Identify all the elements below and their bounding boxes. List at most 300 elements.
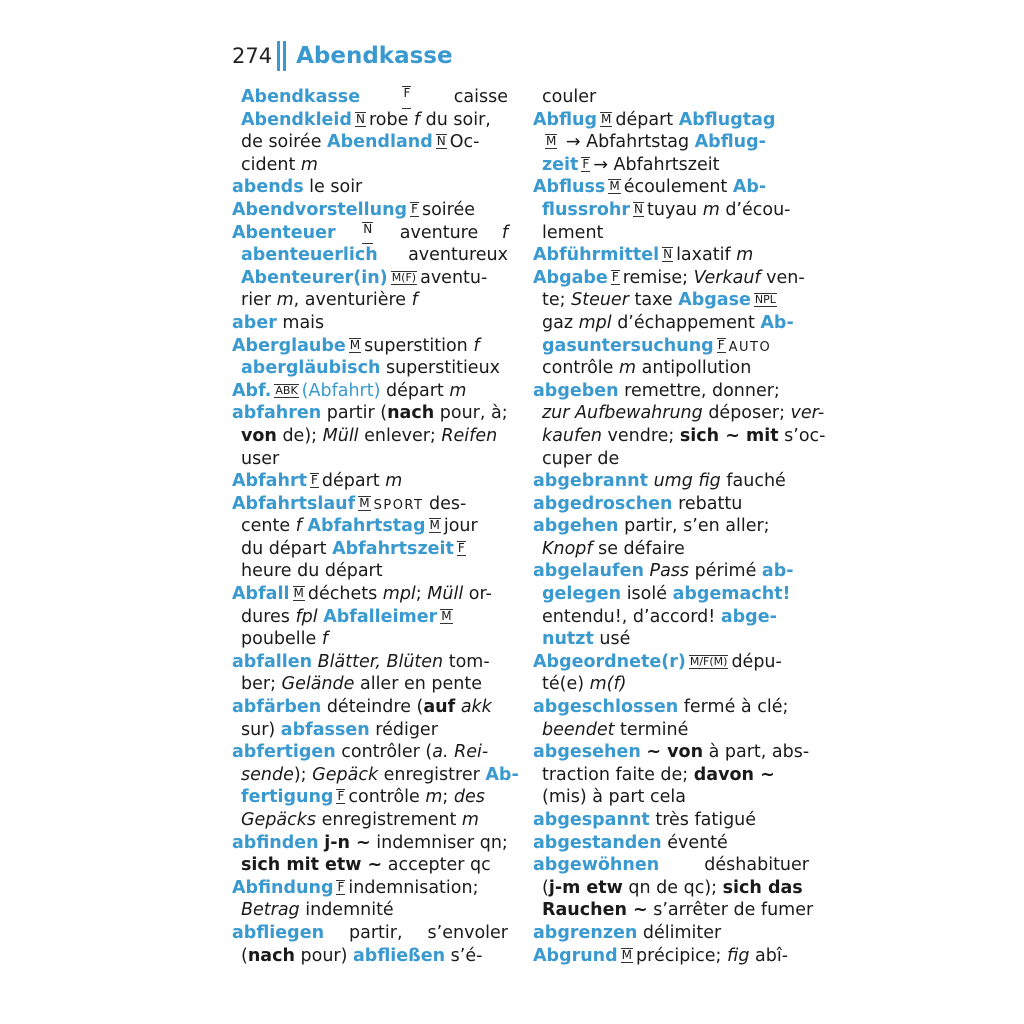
gloss-text: partir, s’en aller; bbox=[618, 516, 770, 537]
italic-label: Gelände bbox=[281, 674, 355, 695]
gloss-text: le soir bbox=[303, 177, 363, 198]
gloss-text: remise; bbox=[622, 267, 694, 288]
italic-label: m bbox=[461, 810, 479, 830]
gender-label: NPL bbox=[754, 293, 776, 307]
bold-phrase: sich das bbox=[722, 877, 803, 898]
dictionary-line bbox=[533, 922, 809, 945]
gloss-text: s’é- bbox=[445, 945, 483, 966]
dictionary-line bbox=[232, 515, 508, 538]
italic-label: m bbox=[619, 358, 637, 379]
dictionary-line bbox=[533, 448, 809, 471]
headword: Abführmittel bbox=[533, 245, 660, 266]
gender-label: M bbox=[349, 337, 361, 352]
dictionary-line bbox=[533, 402, 825, 425]
headword: Abfahrtszeit bbox=[332, 538, 454, 559]
headword: Abfluss bbox=[533, 177, 606, 198]
italic-label: zur Aufbewahrung bbox=[542, 403, 703, 424]
italic-label: fig bbox=[727, 945, 750, 966]
gloss-text: rebattu bbox=[672, 493, 743, 514]
dictionary-line bbox=[533, 199, 809, 222]
dictionary-line bbox=[232, 154, 508, 177]
dictionary-line bbox=[533, 741, 809, 764]
gloss-text: dépu- bbox=[731, 651, 782, 672]
dictionary-line bbox=[533, 628, 809, 651]
gloss-text: te; bbox=[542, 290, 572, 311]
gloss-text: contrôler ( bbox=[335, 742, 433, 763]
italic-label: ver- bbox=[790, 403, 825, 424]
field-label: AUTO bbox=[728, 339, 772, 355]
headword: abfärben bbox=[232, 697, 322, 718]
gloss-text: ); bbox=[293, 764, 313, 785]
gender-label: M bbox=[441, 608, 452, 623]
italic-label: m bbox=[300, 154, 318, 175]
gloss-text: départ bbox=[380, 380, 450, 401]
italic-label: fpl bbox=[295, 606, 318, 627]
dictionary-line bbox=[232, 606, 508, 629]
gloss-text: tuyau bbox=[647, 199, 703, 220]
gloss-text: partir, bbox=[349, 922, 403, 943]
dictionary-line bbox=[533, 696, 809, 719]
field-label: SPORT bbox=[373, 497, 424, 513]
headword: abge- bbox=[720, 606, 777, 627]
headword: Abfalleimer bbox=[323, 606, 438, 627]
dictionary-line bbox=[232, 493, 508, 516]
gloss-text: gaz bbox=[542, 312, 579, 333]
gender-label: M bbox=[293, 586, 304, 601]
dictionary-line bbox=[232, 651, 508, 674]
dictionary-line bbox=[533, 560, 809, 583]
italic-label: Gepäcks bbox=[241, 810, 317, 830]
dictionary-line bbox=[533, 312, 809, 335]
gender-label: M bbox=[601, 111, 612, 126]
headword: abgedroschen bbox=[533, 493, 673, 514]
italic-label: f bbox=[295, 516, 302, 537]
gloss-text: très fatigué bbox=[649, 810, 757, 830]
gender-label: N bbox=[362, 222, 373, 245]
gender-label: N bbox=[634, 201, 643, 216]
dictionary-line bbox=[232, 109, 508, 132]
dictionary-line bbox=[533, 809, 809, 832]
headword: abfließen bbox=[353, 945, 446, 966]
gender-label: N bbox=[436, 134, 446, 149]
headword: abgebrannt bbox=[533, 471, 648, 492]
dictionary-line bbox=[232, 628, 508, 651]
gloss-text: indemnisation; bbox=[348, 877, 479, 898]
italic-label: Reifen bbox=[441, 425, 498, 446]
headword: abfertigen bbox=[232, 742, 336, 763]
gloss-text: s’envoler bbox=[427, 922, 508, 943]
headword: Ab- bbox=[485, 764, 519, 785]
gender-label: M bbox=[609, 179, 620, 194]
headword: Abflug bbox=[533, 109, 598, 130]
gloss-text: mais bbox=[276, 312, 325, 333]
gloss-text: rier bbox=[241, 290, 277, 311]
dictionary-line bbox=[232, 809, 508, 832]
dictionary-line bbox=[533, 222, 809, 245]
dictionary-line bbox=[232, 86, 508, 109]
gloss-text: éventé bbox=[661, 832, 728, 853]
gloss-text: tom- bbox=[443, 651, 490, 672]
dictionary-line bbox=[533, 515, 809, 538]
dictionary-line bbox=[232, 786, 508, 809]
gloss-text: laxatif bbox=[676, 245, 737, 266]
dictionary-line bbox=[533, 673, 809, 696]
gloss-text: superstition bbox=[364, 335, 474, 356]
italic-label: m bbox=[425, 787, 443, 808]
gloss-text: à part, abs- bbox=[703, 742, 810, 763]
dictionary-line bbox=[533, 651, 809, 674]
bold-phrase: j-n ~ bbox=[324, 832, 371, 853]
gloss-text: or- bbox=[463, 584, 492, 605]
gloss-text: accepter qc bbox=[382, 855, 491, 876]
gloss-text: se défaire bbox=[592, 538, 685, 559]
italic-label: Blätter, Blüten bbox=[317, 651, 444, 672]
bold-phrase: sich mit etw ~ bbox=[241, 855, 383, 876]
dictionary-line bbox=[232, 357, 508, 380]
headword: abfahren bbox=[232, 403, 322, 424]
bold-phrase: sich ~ mit bbox=[679, 425, 779, 446]
italic-label: kaufen bbox=[542, 425, 602, 446]
header-divider bbox=[283, 41, 286, 71]
italic-label: Müll bbox=[427, 584, 464, 605]
bold-phrase: j-m etw bbox=[548, 877, 623, 898]
dictionary-line bbox=[232, 267, 508, 290]
gender-label: F bbox=[402, 86, 411, 109]
headword: Abfahrtslauf bbox=[232, 493, 356, 514]
dictionary-line bbox=[533, 606, 809, 629]
dictionary-line bbox=[232, 719, 508, 742]
dictionary-line bbox=[533, 786, 809, 809]
bold-phrase: davon ~ bbox=[693, 764, 775, 785]
gloss-text: cuper de bbox=[542, 448, 620, 469]
gloss-text: té(e) bbox=[542, 674, 590, 695]
headword: abgeschlossen bbox=[533, 697, 679, 718]
gloss-text: périmé bbox=[689, 561, 762, 582]
gloss-text: du soir, bbox=[420, 109, 491, 130]
gloss-text: couler bbox=[542, 87, 597, 107]
dictionary-line bbox=[232, 289, 508, 312]
italic-label: a. Rei- bbox=[432, 742, 489, 763]
dictionary-line bbox=[232, 583, 508, 606]
gloss-text: ; bbox=[415, 584, 428, 605]
gloss-text: précipice; bbox=[636, 945, 728, 966]
gloss-text: déteindre ( bbox=[321, 697, 424, 718]
dictionary-line bbox=[232, 764, 519, 787]
gloss-text: de soirée bbox=[241, 132, 328, 153]
gender-label: F bbox=[337, 879, 345, 894]
gloss-text: ( bbox=[241, 945, 248, 966]
dictionary-line bbox=[232, 176, 508, 199]
gloss-text: d’échappement bbox=[611, 312, 761, 333]
gender-label: F bbox=[310, 473, 318, 488]
headword: Abfall bbox=[232, 584, 290, 605]
headword: Aberglaube bbox=[232, 335, 346, 356]
italic-label: f bbox=[413, 109, 421, 130]
gloss-text: des- bbox=[423, 493, 467, 514]
dictionary-line bbox=[232, 402, 508, 425]
dictionary-line bbox=[533, 470, 809, 493]
dictionary-line bbox=[533, 86, 809, 109]
italic-label: beendet bbox=[542, 719, 615, 740]
bold-phrase: nach bbox=[247, 945, 295, 966]
gloss-text: soirée bbox=[421, 199, 476, 220]
headword: abgrenzen bbox=[533, 922, 638, 943]
dictionary-line bbox=[533, 854, 809, 877]
dictionary-line bbox=[232, 696, 508, 719]
italic-label: mpl bbox=[382, 584, 416, 605]
gloss-text: fermé à clé; bbox=[678, 697, 789, 718]
gloss-text: taxe bbox=[628, 290, 679, 311]
dictionary-line bbox=[533, 244, 809, 267]
italic-label: mpl bbox=[578, 312, 612, 333]
left-column bbox=[232, 86, 519, 967]
dictionary-line bbox=[232, 538, 508, 561]
gloss-text: pour) bbox=[294, 945, 353, 966]
dictionary-line bbox=[533, 764, 809, 787]
gloss-text: superstitieux bbox=[380, 358, 501, 379]
gender-label: ABK bbox=[275, 383, 298, 397]
gloss-text: user bbox=[241, 448, 280, 469]
headword: ab- bbox=[761, 561, 794, 582]
headword: Abflug- bbox=[694, 132, 766, 153]
gloss-text: , aventurière bbox=[293, 290, 412, 311]
gender-label: F bbox=[411, 201, 418, 216]
gloss-text: poubelle bbox=[241, 629, 322, 650]
headword: flussrohr bbox=[542, 199, 631, 220]
gloss-text: fauché bbox=[720, 471, 786, 492]
italic-label: Betrag bbox=[241, 900, 300, 921]
dictionary-line bbox=[232, 131, 508, 154]
italic-label: f bbox=[411, 290, 418, 311]
gender-label: M bbox=[359, 495, 370, 510]
headword: Abf. bbox=[232, 380, 272, 401]
gender-label: M/F(M) bbox=[689, 654, 728, 668]
italic-label: Gepäck bbox=[312, 764, 379, 785]
headword: Abfindung bbox=[232, 877, 334, 898]
headword: Abendvorstellung bbox=[232, 199, 408, 220]
gloss-text: ; bbox=[442, 787, 454, 808]
gloss-text: déposer; bbox=[702, 403, 791, 424]
italic-label: Verkauf bbox=[693, 267, 761, 288]
dictionary-line bbox=[232, 945, 508, 968]
gloss-text: délimiter bbox=[637, 922, 722, 943]
gloss-text: rédiger bbox=[369, 719, 438, 740]
dictionary-line bbox=[232, 312, 508, 335]
headword: abgelaufen bbox=[533, 561, 644, 582]
dictionary-line bbox=[533, 289, 809, 312]
headword: Ab- bbox=[732, 177, 767, 198]
headword: Ab- bbox=[760, 312, 794, 333]
headword: abfliegen bbox=[232, 922, 325, 943]
gloss-text: aller en pente bbox=[354, 674, 482, 695]
headword: Abendland bbox=[327, 132, 433, 153]
gloss-text: (mis) à part cela bbox=[542, 787, 686, 808]
gender-label: M bbox=[621, 947, 633, 962]
gloss-text: sur) bbox=[241, 719, 281, 740]
gloss-text: ber; bbox=[241, 674, 282, 695]
headword: gasuntersuchung bbox=[542, 335, 714, 356]
headword: Abendkasse bbox=[241, 87, 361, 107]
headword: Abfahrtstag bbox=[307, 516, 426, 537]
dictionary-line bbox=[232, 425, 508, 448]
gloss-text: ven- bbox=[760, 267, 805, 288]
headword: zeit bbox=[542, 154, 579, 175]
gloss-text: déchets bbox=[307, 584, 383, 605]
gloss-text: antipollution bbox=[636, 358, 752, 379]
gloss-text: indemnité bbox=[299, 900, 394, 921]
page-header bbox=[232, 38, 453, 74]
headword: Abgabe bbox=[533, 267, 608, 288]
headword: abends bbox=[232, 177, 304, 198]
bold-phrase: auf bbox=[423, 697, 456, 718]
gloss-text: partir ( bbox=[321, 403, 388, 424]
headword: abfassen bbox=[280, 719, 370, 740]
gloss-text: Oc- bbox=[449, 132, 480, 153]
italic-label: m bbox=[736, 245, 754, 266]
dictionary-line bbox=[533, 154, 809, 177]
dictionary-line bbox=[232, 222, 508, 245]
gender-label: M bbox=[429, 518, 440, 533]
headword: abgesehen bbox=[533, 742, 641, 763]
bold-phrase: nach bbox=[387, 403, 435, 424]
italic-label: f bbox=[321, 629, 329, 650]
gloss-text: jour bbox=[443, 516, 478, 537]
gloss-text: départ bbox=[321, 471, 386, 492]
dictionary-line bbox=[232, 922, 508, 945]
gloss-text: cente bbox=[241, 516, 296, 537]
page-number: 274 bbox=[232, 44, 273, 68]
dictionary-line bbox=[232, 470, 508, 493]
dictionary-line bbox=[533, 109, 809, 132]
dictionary-line bbox=[533, 719, 809, 742]
headword: abgespannt bbox=[533, 810, 650, 830]
gloss-text: départ bbox=[615, 109, 679, 130]
italic-label: m bbox=[702, 199, 720, 220]
gloss-text: du départ bbox=[241, 538, 333, 559]
gloss-text: dures bbox=[241, 606, 296, 627]
gloss-text: usé bbox=[593, 629, 631, 650]
gender-label: F bbox=[611, 269, 619, 284]
gloss-text: lement bbox=[542, 222, 604, 243]
gloss-text: aventure bbox=[399, 222, 479, 243]
headword: abenteuerlich bbox=[241, 245, 378, 266]
gloss-text: robe bbox=[368, 109, 414, 130]
dictionary-line bbox=[533, 425, 826, 448]
dictionary-line bbox=[232, 899, 508, 922]
italic-label: umg fig bbox=[653, 471, 721, 492]
bold-phrase: Rauchen ~ bbox=[542, 900, 648, 921]
gloss-text: aventu- bbox=[420, 267, 488, 288]
gloss-text: s’oc- bbox=[778, 425, 826, 446]
headword: fertigung bbox=[241, 787, 334, 808]
gloss-text: contrôle bbox=[348, 787, 426, 808]
gloss-text: écoulement bbox=[623, 177, 733, 198]
headword: nutzt bbox=[542, 629, 594, 650]
dictionary-line bbox=[232, 673, 508, 696]
headword: abgestanden bbox=[533, 832, 662, 853]
gloss-text: abî- bbox=[749, 945, 789, 966]
dictionary-line bbox=[533, 583, 809, 606]
gloss-text: contrôle bbox=[542, 358, 619, 379]
gloss-text: → Abfahrtstag bbox=[560, 132, 695, 153]
gloss-text: d’écou- bbox=[719, 199, 791, 220]
dictionary-line bbox=[232, 854, 508, 877]
gender-label: F bbox=[717, 337, 725, 352]
dictionary-line bbox=[232, 448, 508, 471]
headword: Abendkleid bbox=[241, 109, 352, 130]
headword: aber bbox=[232, 312, 277, 333]
headword: abgewöhnen bbox=[533, 855, 660, 876]
headword: Abflugtag bbox=[678, 109, 776, 130]
italic-label: m bbox=[449, 380, 467, 401]
dictionary-line bbox=[533, 357, 809, 380]
dictionary-line bbox=[232, 244, 508, 267]
gloss-text: ( bbox=[542, 877, 549, 898]
gloss-text: pour, à; bbox=[434, 403, 508, 424]
gloss-text: entendu!, d’accord! bbox=[542, 606, 721, 627]
gender-label: F bbox=[337, 789, 345, 804]
headword: abfallen bbox=[232, 651, 313, 672]
italic-label: f bbox=[501, 222, 508, 243]
italic-label: sende bbox=[241, 764, 294, 785]
gloss-text: enregistrer bbox=[378, 764, 486, 785]
dictionary-line bbox=[533, 380, 809, 403]
gloss-text: remettre, donner; bbox=[618, 380, 780, 401]
dictionary-line bbox=[232, 335, 508, 358]
italic-label: Knopf bbox=[542, 538, 593, 559]
headword: Abgeordnete(r) bbox=[533, 651, 686, 672]
headword: Abfahrt bbox=[232, 471, 307, 492]
gender-label: N bbox=[355, 111, 365, 126]
gloss-text: de); bbox=[276, 425, 323, 446]
gloss-text: terminé bbox=[614, 719, 689, 740]
gender-label: N bbox=[663, 247, 673, 262]
italic-label: Pass bbox=[649, 561, 690, 582]
dictionary-line bbox=[533, 899, 814, 922]
italic-label: f bbox=[473, 335, 480, 356]
gender-label: F bbox=[582, 156, 590, 171]
gloss-text: heure du départ bbox=[241, 561, 383, 582]
headword: abgemacht! bbox=[672, 584, 791, 605]
italic-label: des bbox=[453, 787, 485, 808]
dictionary-line bbox=[533, 538, 809, 561]
headword: abgehen bbox=[533, 516, 619, 537]
gender-label: M bbox=[546, 134, 557, 149]
gloss-text: déshabituer bbox=[704, 855, 809, 876]
headword: Abgrund bbox=[533, 945, 618, 966]
dictionary-line bbox=[232, 380, 508, 403]
dictionary-line bbox=[533, 877, 809, 900]
dictionary-line bbox=[232, 741, 508, 764]
dictionary-line bbox=[232, 199, 508, 222]
dictionary-line bbox=[232, 832, 508, 855]
headword: abfinden bbox=[232, 832, 319, 853]
italic-label: Steuer bbox=[571, 290, 629, 311]
gender-label: F bbox=[457, 540, 465, 555]
gloss-text: caisse bbox=[453, 87, 508, 107]
bold-phrase: von bbox=[241, 425, 277, 446]
running-head: Abendkasse bbox=[296, 43, 453, 69]
bold-phrase: ~ von bbox=[646, 742, 704, 763]
dictionary-line bbox=[533, 335, 809, 358]
gloss-text: aventureux bbox=[408, 245, 508, 266]
gloss-text: → Abfahrtszeit bbox=[593, 154, 720, 175]
dictionary-line bbox=[533, 945, 809, 968]
italic-label: m(f) bbox=[589, 674, 627, 695]
header-divider bbox=[277, 41, 280, 71]
italic-label: m bbox=[276, 290, 294, 311]
italic-label: m bbox=[385, 471, 403, 492]
